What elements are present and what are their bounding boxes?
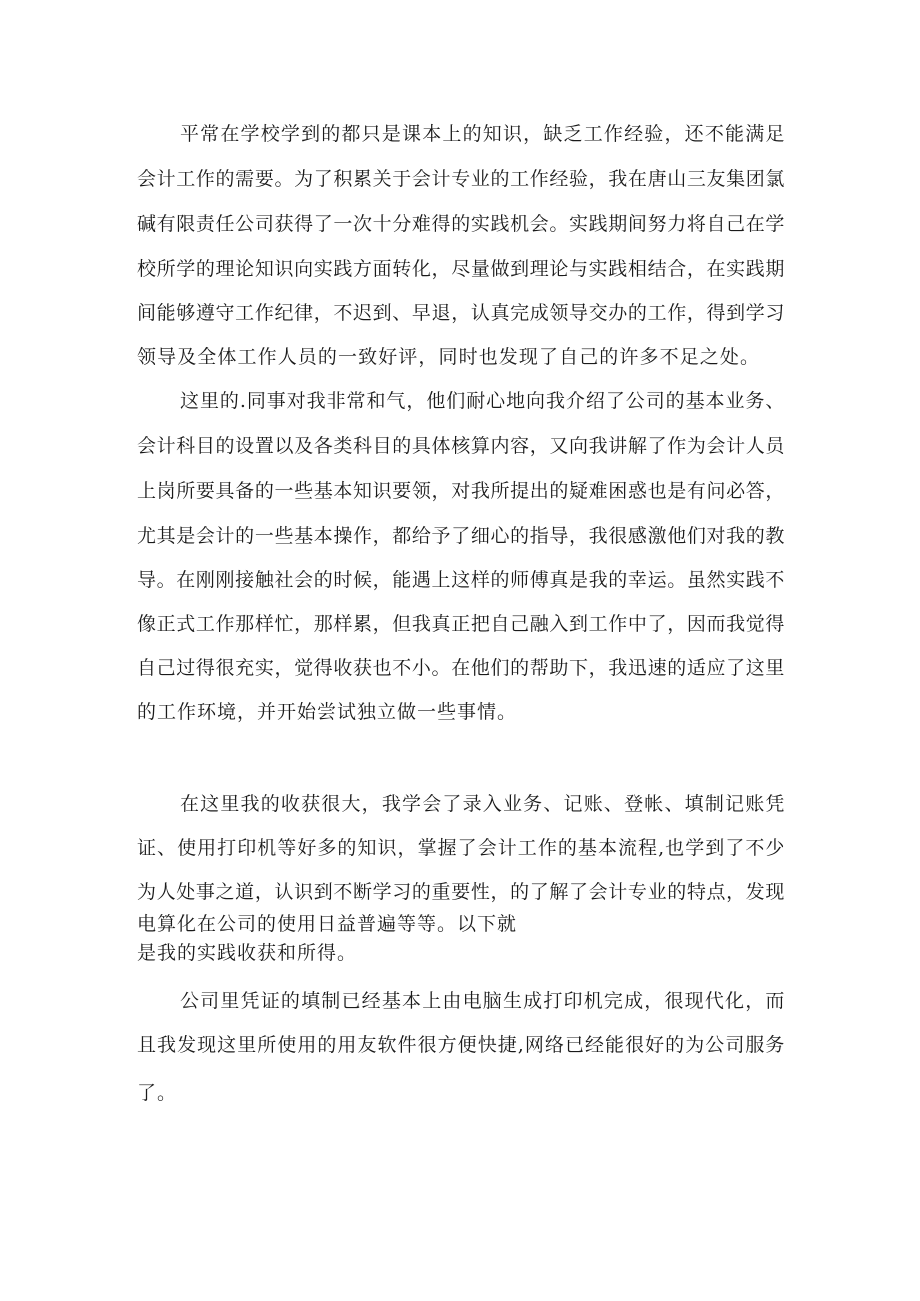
paragraph-4-line: 且我发现这里所使用的用友软件很方便快捷,网络已经能很好的为公司服务: [137, 1034, 785, 1056]
paragraph-3-line: 证、使用打印机等好多的知识，掌握了会计工作的基本流程,也学到了不少: [137, 837, 785, 859]
paragraph-3-line: 是我的实践收获和所得。: [137, 942, 358, 964]
paragraph-2-line: 自己过得很充实，觉得收获也不小。在他们的帮助下，我迅速的适应了这里: [137, 657, 785, 679]
paragraph-1-line: 碱有限责任公司获得了一次十分难得的实践机会。实践期间努力将自己在学: [137, 213, 785, 235]
paragraph-4-line: 公司里凭证的填制已经基本上由电脑生成打印机完成，很现代化，而: [180, 990, 785, 1012]
paragraph-1-line: 会计工作的需要。为了积累关于会计专业的工作经验，我在唐山三友集团氯: [137, 168, 785, 190]
paragraph-2-line: 上岗所要具备的一些基本知识要领，对我所提出的疑难困惑也是有问必答，: [137, 480, 785, 502]
paragraph-2-line: 导。在刚刚接触社会的时候，能遇上这样的师傅真是我的幸运。虽然实践不: [137, 569, 785, 591]
paragraph-1-line: 平常在学校学到的都只是课本上的知识，缺乏工作经验，还不能满足: [180, 123, 785, 145]
paragraph-2-line: 的工作环境，并开始尝试独立做一些事情。: [137, 701, 518, 723]
paragraph-1-line: 校所学的理论知识向实践方面转化，尽量做到理论与实践相结合，在实践期: [137, 258, 785, 280]
paragraph-3-line: 为人处事之道，认识到不断学习的重要性，的了解了会计专业的特点，发现: [137, 881, 785, 903]
paragraph-2-line: 会计科目的设置以及各类科目的具体核算内容，又向我讲解了作为会计人员: [137, 435, 785, 457]
paragraph-2-line: 这里的.同事对我非常和气，他们耐心地向我介绍了公司的基本业务、: [180, 390, 785, 412]
paragraph-1-line: 领导及全体工作人员的一致好评，同时也发现了自己的许多不足之处。: [137, 346, 761, 368]
paragraph-3-line: 电算化在公司的使用日益普遍等等。以下就: [137, 913, 518, 935]
paragraph-2-line: 尤其是会计的一些基本操作，都给予了细心的指导，我很感激他们对我的教: [137, 525, 785, 547]
paragraph-2-line: 像正式工作那样忙，那样累，但我真正把自己融入到工作中了，因而我觉得: [137, 613, 785, 635]
paragraph-3-line: 在这里我的收获很大，我学会了录入业务、记账、登帐、填制记账凭: [180, 793, 785, 815]
paragraph-4-line: 了。: [137, 1082, 178, 1104]
paragraph-1-line: 间能够遵守工作纪律，不迟到、早退，认真完成领导交办的工作，得到学习: [137, 302, 785, 324]
